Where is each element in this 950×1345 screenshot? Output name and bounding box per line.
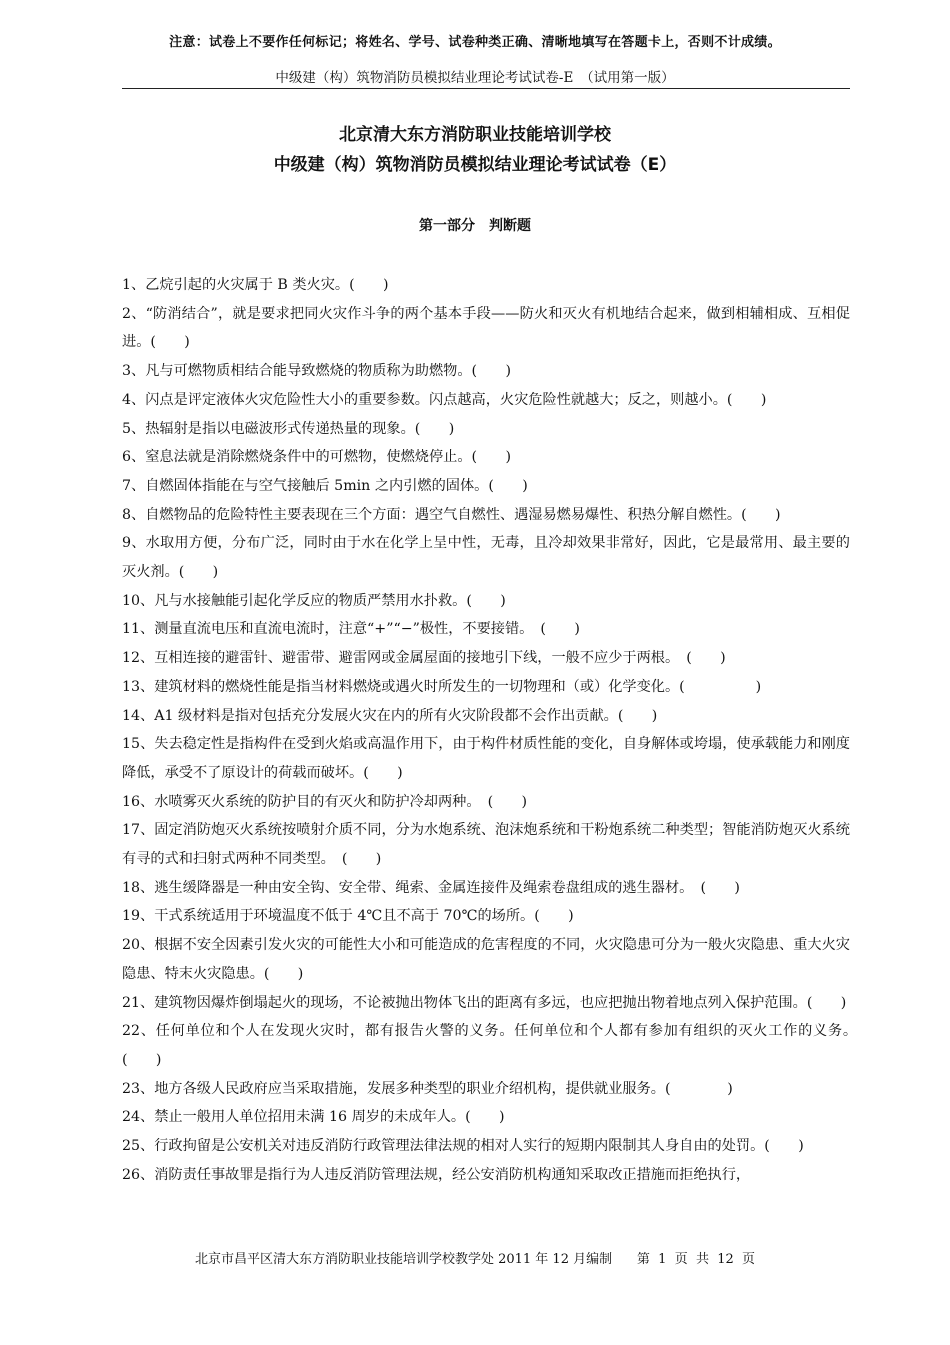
question-item: 15、失去稳定性是指构件在受到火焰或高温作用下，由于构件材质性能的变化，自身解体或垮塌，使承载能力和刚度降低，承受不了原设计的荷载而破坏。( ) xyxy=(122,736,850,781)
question-item: 4、闪点是评定液体火灾危险性大小的重要参数。闪点越高，火灾危险性就越大；反之，则越小。( ) xyxy=(122,391,767,408)
question-item: 2、“防消结合”，就是要求把同火灾作斗争的两个基本手段——防火和灭火有机地结合起来，做到相辅相成、互相促进。( ) xyxy=(122,305,850,351)
footer-page-number: 第 1 页 共 12 页 xyxy=(636,1252,756,1267)
question-item: 24、禁止一般用人单位招用未满 16 周岁的未成年人。( ) xyxy=(122,1109,505,1126)
question-item: 16、水喷雾灭火系统的防护目的有灭火和防护冷却两种。 ( ) xyxy=(122,793,528,810)
question-item: 23、地方各级人民政府应当采取措施，发展多种类型的职业介绍机构，提供就业服务。( ) xyxy=(122,1080,733,1097)
question-item: 17、固定消防炮灭火系统按喷射介质不同，分为水炮系统、泡沫炮系统和干粉炮系统二种类型；智能消防炮灭火系统有寻的式和扫射式两种不同类型。 ( ) xyxy=(122,822,850,868)
question-item: 14、A1 级材料是指对包括充分发展火灾在内的所有火灾阶段都不会作出贡献。( ) xyxy=(122,707,658,724)
question-item: 8、自燃物品的危险特性主要表现在三个方面：遇空气自燃性、遇湿易燃易爆性、积热分解自燃性。( ) xyxy=(122,506,781,523)
question-item: 3、凡与可燃物质相结合能导致燃烧的物质称为助燃物。( ) xyxy=(122,363,511,380)
question-list xyxy=(122,271,865,1190)
section-title: 第一部分 判断题 xyxy=(419,218,531,234)
exam-title: 中级建（构）筑物消防员模拟结业理论考试试卷（E） xyxy=(273,155,677,175)
question-item: 26、消防责任事故罪是指行为人违反消防管理法规，经公安消防机构通知采取改正措施而拒绝执行， xyxy=(122,1166,751,1183)
question-item: 19、干式系统适用于环境温度不低于 4℃且不高于 70℃的场所。( ) xyxy=(122,908,574,925)
school-name: 北京清大东方消防职业技能培训学校 xyxy=(339,125,611,145)
question-item: 12、互相连接的避雷针、避雷带、避雷网或金属屋面的接地引下线，一般不应少于两根。 ( ) xyxy=(122,650,726,667)
question-item: 1、乙烷引起的火灾属于 B 类火灾。( ) xyxy=(122,277,389,293)
question-item: 11、测量直流电压和直流电流时，注意“+”“−”极性，不要接错。 ( ) xyxy=(122,621,580,638)
question-item: 7、自燃固体指能在与空气接触后 5min 之内引燃的固体。( ) xyxy=(122,477,528,494)
question-item: 22、任何单位和个人在发现火灾时，都有报告火警的义务。任何单位和个人都有参加有组织的灭火工作的义务。 ( ) xyxy=(122,1023,865,1068)
running-header-title: 中级建（构）筑物消防员模拟结业理论考试试卷-E （试用第一版） xyxy=(275,70,675,86)
question-item: 9、水取用方便，分布广泛，同时由于水在化学上呈中性，无毒，且冷却效果非常好，因此，它是最常用、最主要的灭火剂。( ) xyxy=(122,535,850,581)
header-divider xyxy=(122,88,850,89)
page-footer xyxy=(0,1248,950,1267)
question-item: 6、窒息法就是消除燃烧条件中的可燃物，使燃烧停止。( ) xyxy=(122,449,511,466)
question-item: 5、热辐射是指以电磁波形式传递热量的现象。( ) xyxy=(122,420,455,437)
question-item: 21、建筑物因爆炸倒塌起火的现场，不论被抛出物体飞出的距离有多远，也应把抛出物着地点列入保护范围。( ) xyxy=(122,994,847,1011)
question-item: 10、凡与水接触能引起化学反应的物质严禁用水扑救。( ) xyxy=(122,592,506,609)
question-item: 13、建筑材料的燃烧性能是指当材料燃烧或遇火时所发生的一切物理和（或）化学变化。( ) xyxy=(122,678,762,695)
question-item: 20、根据不安全因素引发火灾的可能性大小和可能造成的危害程度的不同，火灾隐患可分为一般火灾隐患、重大火灾隐患、特末火灾隐患。( ) xyxy=(122,937,850,982)
question-item: 25、行政拘留是公安机关对违反消防行政管理法律法规的相对人实行的短期内限制其人身自由的处罚。( ) xyxy=(122,1138,804,1155)
footer-editor: 北京市昌平区清大东方消防职业技能培训学校教学处 2011 年 12 月编制 xyxy=(194,1252,613,1267)
question-item: 18、逃生缓降器是一种由安全钩、安全带、绳索、金属连接件及绳索卷盘组成的逃生器材。 ( ) xyxy=(122,879,740,896)
exam-notice: 注意：试卷上不要作任何标记；将姓名、学号、试卷种类正确、清晰地填写在答题卡上，否则不计成绩。 xyxy=(169,35,781,50)
